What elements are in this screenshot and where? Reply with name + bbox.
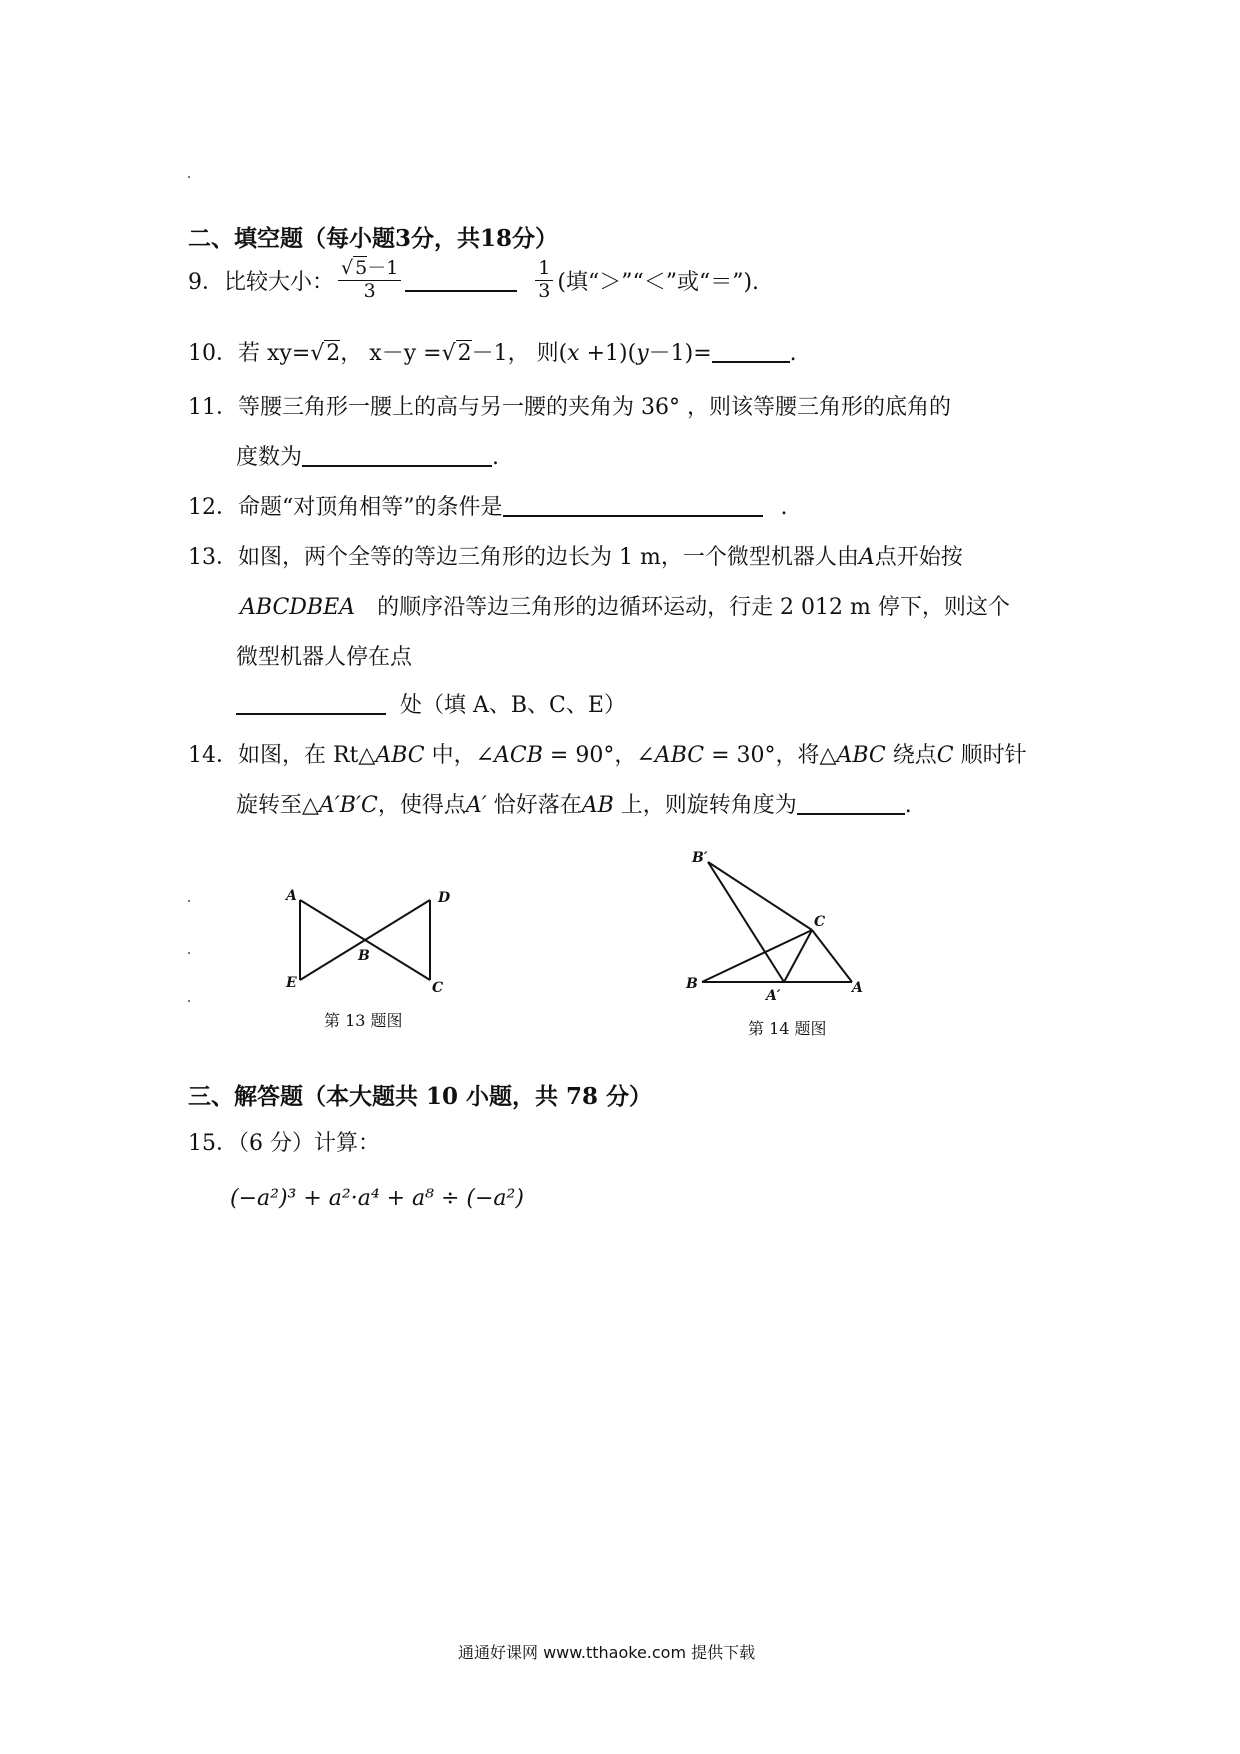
fig14-label-a: A (852, 980, 863, 996)
question-10: 10．若 xy=√2， x－y =√2－1， 则(x +1)(y－1)= . (188, 341, 797, 366)
scan-speck (188, 900, 190, 902)
fig13-label-b: B (358, 948, 370, 964)
q12-answer-blank[interactable] (503, 493, 763, 517)
fig14-edge-bpap (708, 862, 784, 982)
q13-line2: ABCDBEA 的顺序沿等边三角形的边循环运动，行走 2 012 m 停下，则这个 (240, 595, 1010, 620)
q11-line1: 11．等腰三角形一腰上的高与另一腰的夹角为 36° ，则该等腰三角形的底角的 (188, 395, 951, 420)
fig14-edge-apc (784, 930, 812, 982)
fig14-label-c: C (814, 914, 826, 930)
q13-line3: 微型机器人停在点 (236, 645, 413, 670)
figure-13 (270, 880, 460, 1000)
q14-answer-blank[interactable] (797, 791, 905, 815)
scan-speck (188, 176, 190, 178)
scan-speck (188, 952, 190, 954)
fig14-edge-bpc (708, 862, 812, 930)
section3-title: 三、解答题（本大题共 10 小题，共 78 分） (188, 1083, 653, 1110)
q11-answer-blank[interactable] (302, 443, 492, 467)
question-15: 15．（6 分）计算： (188, 1131, 380, 1156)
fig14-label-b: B (686, 976, 698, 992)
q11-line2: 度数为 . (236, 445, 500, 470)
q15-expression: (−a²)³ + a²·a⁴ + a⁸ ÷ (−a²) (230, 1186, 524, 1211)
question-12: 12．命题“对顶角相等”的条件是 . (188, 495, 788, 520)
fig13-label-c: C (432, 980, 444, 996)
q9-fraction-right: $\frac{1}{3}$ (535, 258, 553, 303)
fig14-caption: 第 14 题图 (748, 1019, 827, 1038)
q9-suffix: (填“＞”“＜”或“＝”). (557, 269, 760, 295)
fig13-caption: 第 13 题图 (324, 1011, 403, 1030)
q13-line1: 13．如图，两个全等的等边三角形的边长为 1 m，一个微型机器人由A点开始按 (188, 545, 963, 570)
q10-answer-blank[interactable] (712, 339, 790, 363)
footer-source: 通通好课网 www.tthaoke.com 提供下载 (458, 1643, 756, 1662)
scan-speck (188, 1000, 190, 1002)
fig13-label-d: D (438, 890, 451, 906)
fig14-edge-ca (812, 930, 852, 982)
question-9 (188, 258, 759, 303)
q14-line2: 旋转至△A′B′C，使得点A′ 恰好落在AB 上，则旋转角度为 . (236, 793, 912, 818)
q9-fraction-left: $\frac{√ 5-1}{3}$ (338, 258, 401, 303)
section2-title: 二、填空题（每小题3分，共18分） (188, 225, 559, 252)
q9-answer-blank[interactable] (405, 268, 517, 292)
fig13-label-a: A (286, 888, 297, 904)
q14-line1: 14．如图，在 Rt△ABC 中，∠ACB = 90°，∠ABC = 30°，将△ABC 绕点C 顺时针 (188, 743, 1027, 768)
q13-line4: 处（填 A、B、C、E） (236, 688, 626, 719)
fig14-label-bp: B′ (692, 850, 708, 866)
q13-answer-blank[interactable] (236, 691, 386, 715)
q9-prefix: 9．比较大小： (188, 269, 334, 295)
figure-14 (680, 848, 880, 1008)
fig14-label-ap: A′ (766, 988, 781, 1004)
fig13-label-e: E (286, 975, 297, 991)
